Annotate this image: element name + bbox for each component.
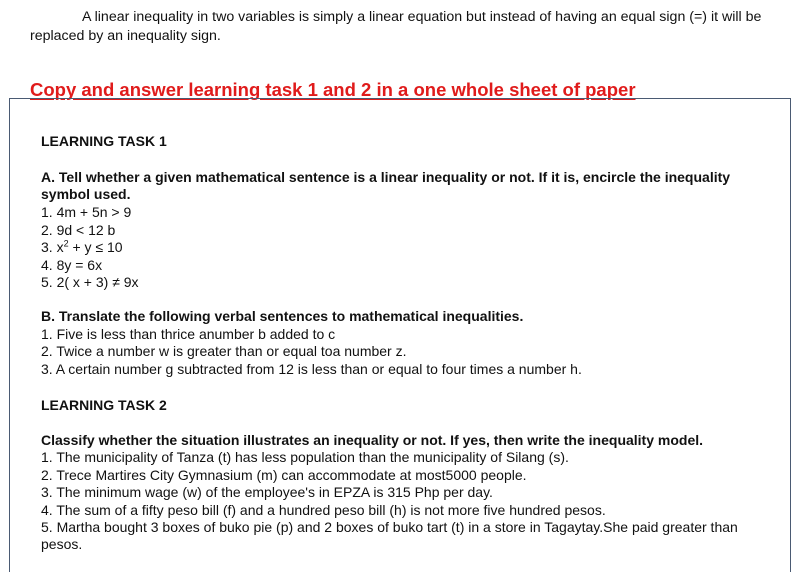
item3-base: 3. x <box>41 239 64 255</box>
item3-exponent: 2 <box>63 238 69 249</box>
task1-partA-item-2: 2. 9d < 12 b <box>41 221 116 238</box>
intro-paragraph: A linear inequality in two variables is simply a linear equation but instead of having an equal sign (=) it will be replaced by an inequality sign. <box>30 9 762 44</box>
task2-title: LEARNING TASK 2 <box>41 397 167 413</box>
task1-partB-instruction: B. Translate the following verbal sentences to mathematical inequalities. <box>41 308 524 324</box>
task1-partB-item-2: 2. Twice a number w is greater than or equal toa number z. <box>41 343 407 359</box>
instruction-headline: Copy and answer learning task 1 and 2 in a one whole sheet of paper <box>30 79 636 100</box>
task1-partB-item-1: 1. Five is less than thrice anumber b added to c <box>41 325 336 342</box>
task2-item-1: 1. The municipality of Tanza (t) has less population than the municipality of Silang (s). <box>41 449 569 465</box>
task1-partA-item-4: 4. 8y = 6x <box>41 256 103 273</box>
task1-partA-item-3 <box>41 239 781 256</box>
task2-instruction: Classify whether the situation illustrates an inequality or not. If yes, then write the inequality model. <box>41 431 704 448</box>
task2-item-3: 3. The minimum wage (w) of the employee's in EPZA is 315 Php per day. <box>41 484 493 500</box>
task2-item-5: 5. Martha bought 3 boxes of buko pie (p) and 2 boxes of buko tart (t) in a store in Tagaytay.She paid greater than pesos. <box>41 519 738 553</box>
task1-partA-item-5: 5. 2( x + 3) ≠ 9x <box>41 274 139 290</box>
task1-partB-item-3: 3. A certain number g subtracted from 12 is less than or equal to four times a number h. <box>41 360 582 377</box>
task1-partA-item-1: 1. 4m + 5n > 9 <box>41 204 132 220</box>
task2-item-2: 2. Trece Martires City Gymnasium (m) can accommodate at most5000 people. <box>41 466 527 483</box>
task2-item-4: 4. The sum of a fifty peso bill (f) and a hundred peso bill (h) is not more five hundred pesos. <box>41 501 606 518</box>
task1-partA-instruction: A. Tell whether a given mathematical sentence is a linear inequality or not. If it is, encircle the inequality symbol used. <box>41 169 731 203</box>
item3-rest: + y ≤ 10 <box>68 239 123 255</box>
task1-title: LEARNING TASK 1 <box>41 133 167 149</box>
learning-tasks-box <box>9 98 791 572</box>
